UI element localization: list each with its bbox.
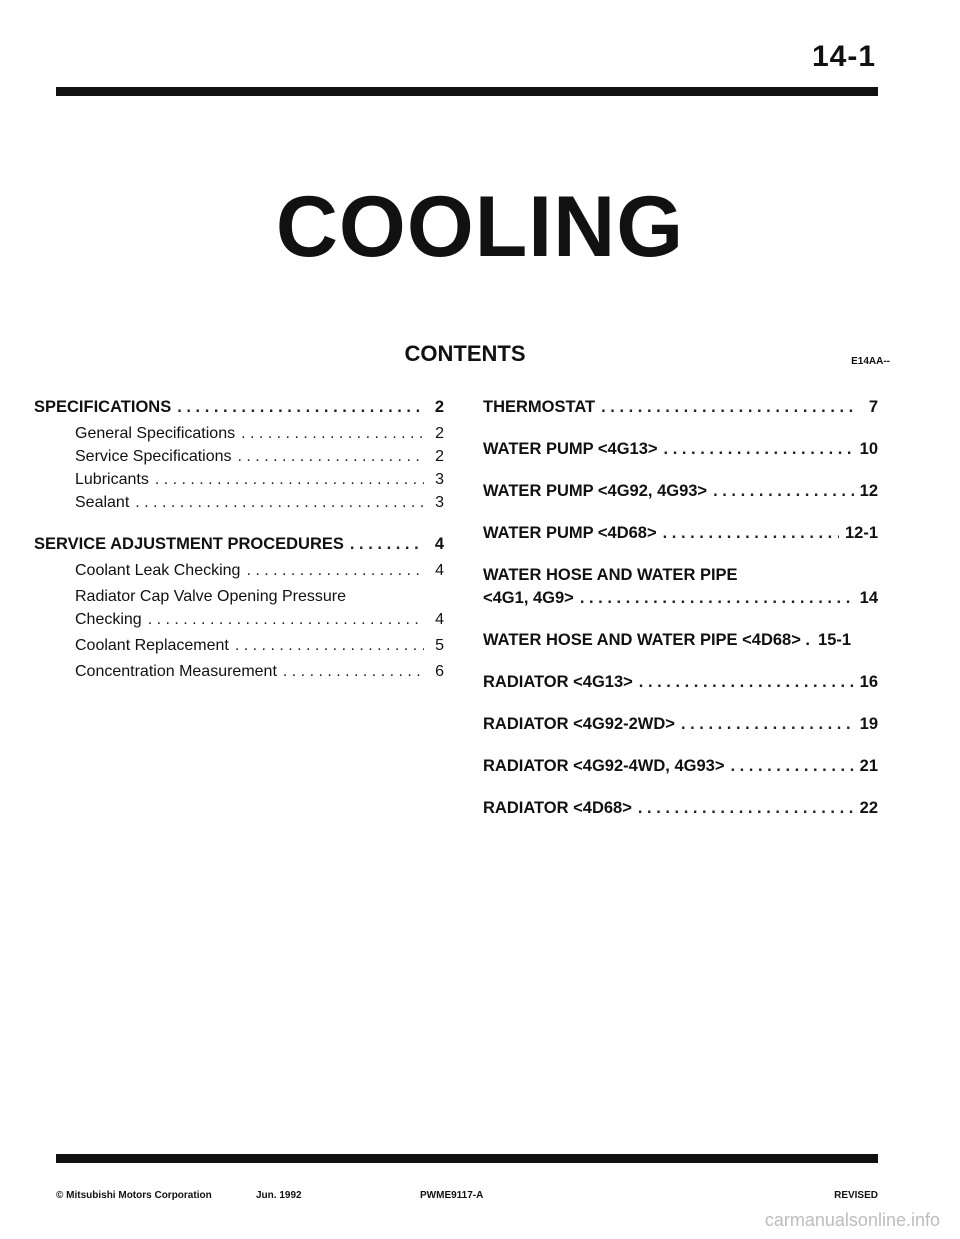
toc-page: 12-1 [844,524,878,542]
toc-leader [148,608,424,631]
toc-entry[interactable] [483,587,878,610]
toc-page: 4 [435,562,444,579]
toc-entry[interactable] [34,634,444,657]
toc-page: 5 [435,637,444,654]
toc-label: SPECIFICATIONS [34,398,172,416]
toc-label: RADIATOR <4G92-4WD, 4G93> [483,757,725,775]
toc-label: WATER PUMP <4G13> [483,440,658,458]
toc-leader [235,634,424,657]
toc-page: 4 [434,535,444,553]
toc-label: Sealant [75,494,130,511]
toc-leader [601,396,858,419]
footer-copyright: © Mitsubishi Motors Corporation [56,1190,212,1201]
toc-entry[interactable] [483,755,878,778]
toc-label: RADIATOR <4G92-2WD> [483,715,675,733]
toc-entry[interactable] [483,438,878,461]
toc-entry[interactable] [34,533,444,556]
toc-label: Concentration Measurement [75,663,277,680]
toc-page: 2 [434,398,444,416]
toc-page: 10 [859,440,878,458]
toc-page: 7 [868,398,878,416]
toc-label: Coolant Replacement [75,637,229,654]
toc-page: 12 [859,482,878,500]
toc-entry[interactable] [483,629,878,652]
toc-leader [177,396,424,419]
toc-page: 15-1 [818,631,852,649]
contents-left-column [34,396,444,683]
toc-entry[interactable] [483,396,878,419]
contents-code: E14AA-- [851,356,890,367]
toc-label: Coolant Leak Checking [75,562,241,579]
toc-leader [580,587,854,610]
toc-leader [681,713,854,736]
toc-page: 21 [859,757,878,775]
toc-entry[interactable] [483,713,878,736]
toc-entry[interactable] [34,468,444,491]
toc-entry[interactable] [483,522,878,545]
toc-page: 3 [435,494,444,511]
footer-doc-code: PWME9117-A [420,1190,484,1201]
toc-leader [713,480,854,503]
toc-label-line: Radiator Cap Valve Opening Pressure [75,588,346,605]
toc-page: 6 [435,663,444,680]
toc-entry[interactable] [34,608,444,631]
toc-entry[interactable] [483,797,878,820]
toc-label: Checking [75,611,142,628]
toc-label: <4G1, 4G9> [483,589,574,607]
toc-leader [241,422,424,445]
toc-page: 3 [435,471,444,488]
toc-entry[interactable] [34,445,444,468]
toc-page: 4 [435,611,444,628]
toc-label: General Specifications [75,425,236,442]
toc-leader [155,468,424,491]
top-rule [56,87,878,96]
page-number: 14-1 [811,40,876,73]
watermark: carmanualsonline.info [764,1210,940,1230]
bottom-rule [56,1154,878,1163]
toc-label: WATER HOSE AND WATER PIPE <4D68> . [483,631,811,649]
toc-page: 14 [859,589,878,607]
toc-label: WATER PUMP <4D68> [483,524,657,542]
toc-entry[interactable] [34,422,444,445]
toc-entry[interactable] [34,491,444,514]
toc-label: Lubricants [75,471,149,488]
toc-label: THERMOSTAT [483,398,596,416]
toc-leader [639,671,854,694]
toc-label: RADIATOR <4D68> [483,799,632,817]
toc-label-line: WATER HOSE AND WATER PIPE [483,566,738,584]
toc-leader [730,755,853,778]
toc-entry[interactable] [483,671,878,694]
contents-heading: CONTENTS [404,341,526,366]
toc-label: Service Specifications [75,448,232,465]
toc-page: 19 [859,715,878,733]
toc-entry[interactable] [483,480,878,503]
toc-leader [283,660,424,683]
toc-entry[interactable] [34,559,444,582]
toc-page: 2 [435,448,444,465]
toc-leader [638,797,854,820]
toc-page: 16 [859,673,878,691]
toc-leader [350,533,424,556]
toc-entry[interactable] [34,396,444,419]
toc-entry[interactable] [34,660,444,683]
toc-leader [135,491,424,514]
chapter-title: COOLING [275,179,685,275]
footer-date: Jun. 1992 [256,1190,302,1201]
contents-right-column [483,396,878,839]
footer-status: REVISED [834,1190,878,1201]
toc-label: RADIATOR <4G13> [483,673,633,691]
toc-label: SERVICE ADJUSTMENT PROCEDURES [34,535,344,553]
toc-page: 2 [435,425,444,442]
toc-page: 22 [859,799,878,817]
toc-leader [246,559,424,582]
section-gap [34,514,444,533]
toc-leader [238,445,424,468]
toc-leader [664,438,854,461]
toc-leader [663,522,839,545]
toc-label: WATER PUMP <4G92, 4G93> [483,482,708,500]
